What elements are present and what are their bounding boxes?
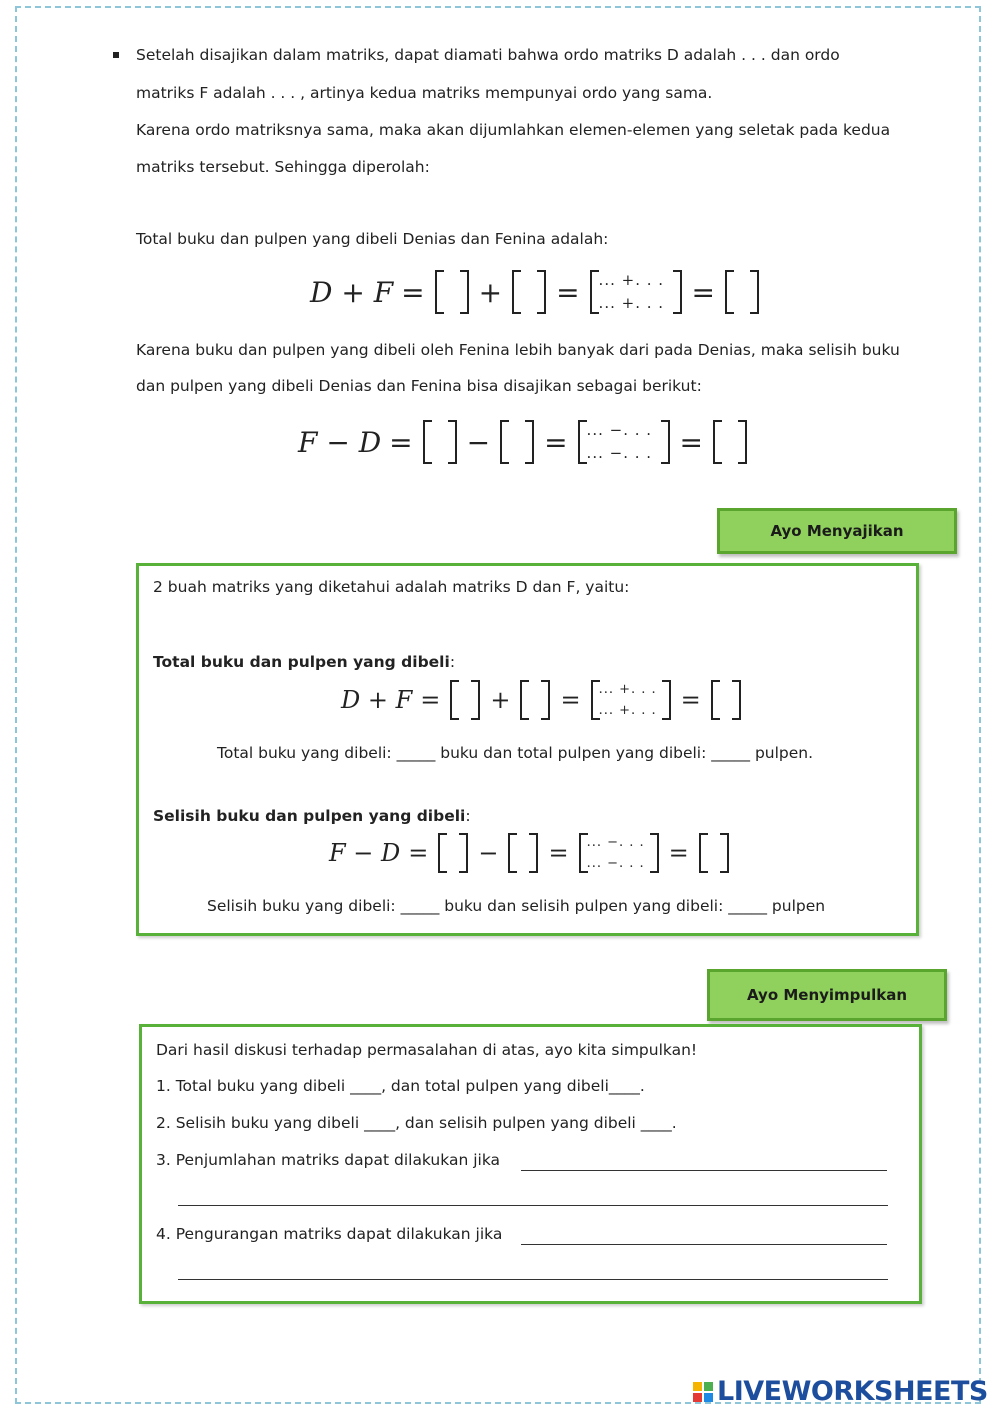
total-heading-colon: : [449,653,456,671]
diff-heading-colon: : [465,807,471,825]
bullet-point [113,52,119,58]
diff-heading-text: Selisih buku dan pulpen yang dibeli [153,807,466,825]
matrix-diff-elements[interactable] [578,420,670,464]
box-matrix-sum-result[interactable] [711,680,741,720]
intro-line-3: Karena ordo matriksnya sama, maka akan dijumlahkan elemen-elemen yang seletak pada kedua [136,121,891,139]
diff-intro-line-2: dan pulpen yang dibeli Denias dan Fenina bisa disajikan sebagai berikut: [136,377,702,395]
box-diff-equals-2: = [548,839,569,867]
matrix-f-blank-2[interactable] [423,420,457,464]
box-matrix-diff-elements[interactable] [579,833,659,873]
tab-ayo-menyimpulkan: Ayo Menyimpulkan [707,969,947,1021]
liveworksheets-logo [693,1376,988,1407]
logo-mark-icon [693,1382,713,1402]
diff-equals-2: = [544,425,568,459]
box-sum-equals: = [420,686,441,714]
logo-text: LIVEWORKSHEETS [717,1376,988,1407]
diff-equals: = [389,425,413,459]
answer-line-4a[interactable] [521,1244,887,1245]
diff-intro-line-1: Karena buku dan pulpen yang dibeli oleh Fenina lebih banyak dari pada Denias, maka selisih buku [136,341,900,359]
answer-line-3b[interactable] [178,1205,888,1206]
sum-equals: = [401,275,425,309]
matrix-d-blank[interactable] [435,270,469,314]
box-matrix-diff-result[interactable] [699,833,729,873]
total-heading [153,653,455,671]
total-answer: Total buku yang dibeli: _____ buku dan total pulpen yang dibeli: _____ pulpen. [217,744,814,762]
matrix-diff-result[interactable] [713,420,747,464]
logo-square-3 [693,1393,702,1402]
sum-lhs: D + F [310,275,394,309]
intro-line-4: matriks tersebut. Sehingga diperolah: [136,158,430,176]
box-matrix-d-2[interactable] [508,833,538,873]
box-matrix-d[interactable] [450,680,480,720]
box-sum-plus: + [490,686,511,714]
diff-answer: Selisih buku yang dibeli: _____ buku dan selisih pulpen yang dibeli: _____ pulpen [207,897,826,915]
box-diff-minus: − [478,839,499,867]
conclusion-item-2: 2. Selisih buku yang dibeli ____, dan selisih pulpen yang dibeli ____. [156,1114,677,1132]
logo-square-4 [704,1393,713,1402]
box-matrix-sum-elements[interactable] [591,680,671,720]
sum-equals-3: = [691,275,716,309]
intro-line-1: Setelah disajikan dalam matriks, dapat diamati bahwa ordo matriks D adalah . . . dan ordo [136,46,840,64]
box-diff-row-1: ... −. . . [586,835,645,850]
answer-line-3a[interactable] [521,1170,887,1171]
tab-ayo-menyajikan: Ayo Menyajikan [717,508,957,554]
box-menyimpulkan [139,1024,922,1304]
sum-equation [310,270,761,314]
box-diff-lhs: F − D [329,839,401,867]
diff-row-1: ... −. . . [586,421,653,439]
conclusion-item-1: 1. Total buku yang dibeli ____, dan total pulpen yang dibeli____. [156,1077,645,1095]
diff-heading [153,807,471,825]
logo-square-1 [693,1382,702,1391]
box-sum-row-2: ... +. . . [598,703,657,718]
sum-row-2: ... +. . . [598,294,665,312]
box-matrix-f-2[interactable] [438,833,468,873]
diff-equals-3: = [679,425,704,459]
sum-row-1: ... +. . . [598,271,665,289]
total-intro: Total buku dan pulpen yang dibeli Denias dan Fenina adalah: [136,230,609,248]
conclusion-item-3: 3. Penjumlahan matriks dapat dilakukan jika [156,1151,501,1169]
box-sum-row-1: ... +. . . [598,682,657,697]
menyimpulkan-intro: Dari hasil diskusi terhadap permasalahan di atas, ayo kita simpulkan! [156,1041,698,1059]
box-sum-equals-2: = [560,686,581,714]
total-heading-text: Total buku dan pulpen yang dibeli [153,653,450,671]
box-diff-row-2: ... −. . . [586,856,645,871]
matrix-f-blank[interactable] [512,270,546,314]
box-diff-equals-3: = [668,839,689,867]
box-diff-equation [329,833,731,873]
sum-plus: + [478,275,503,309]
box-sum-lhs: D + F [341,686,413,714]
matrix-sum-result[interactable] [725,270,759,314]
box-sum-equation [341,680,743,720]
box-diff-equals: = [408,839,429,867]
answer-line-4b[interactable] [178,1279,888,1280]
matrix-d-blank-2[interactable] [500,420,534,464]
conclusion-item-4: 4. Pengurangan matriks dapat dilakukan jika [156,1225,503,1243]
intro-line-2: matriks F adalah . . . , artinya kedua matriks mempunyai ordo yang sama. [136,84,713,102]
diff-minus: − [466,425,491,459]
box-matrix-f[interactable] [520,680,550,720]
sum-equals-2: = [556,275,580,309]
logo-square-2 [704,1382,713,1391]
diff-lhs: F − D [298,425,382,459]
box-sum-equals-3: = [680,686,701,714]
diff-equation [298,420,749,464]
matrix-sum-elements[interactable] [590,270,682,314]
box-menyajikan [136,563,919,936]
menyajikan-intro: 2 buah matriks yang diketahui adalah matriks D dan F, yaitu: [153,578,630,596]
diff-row-2: ... −. . . [586,444,653,462]
